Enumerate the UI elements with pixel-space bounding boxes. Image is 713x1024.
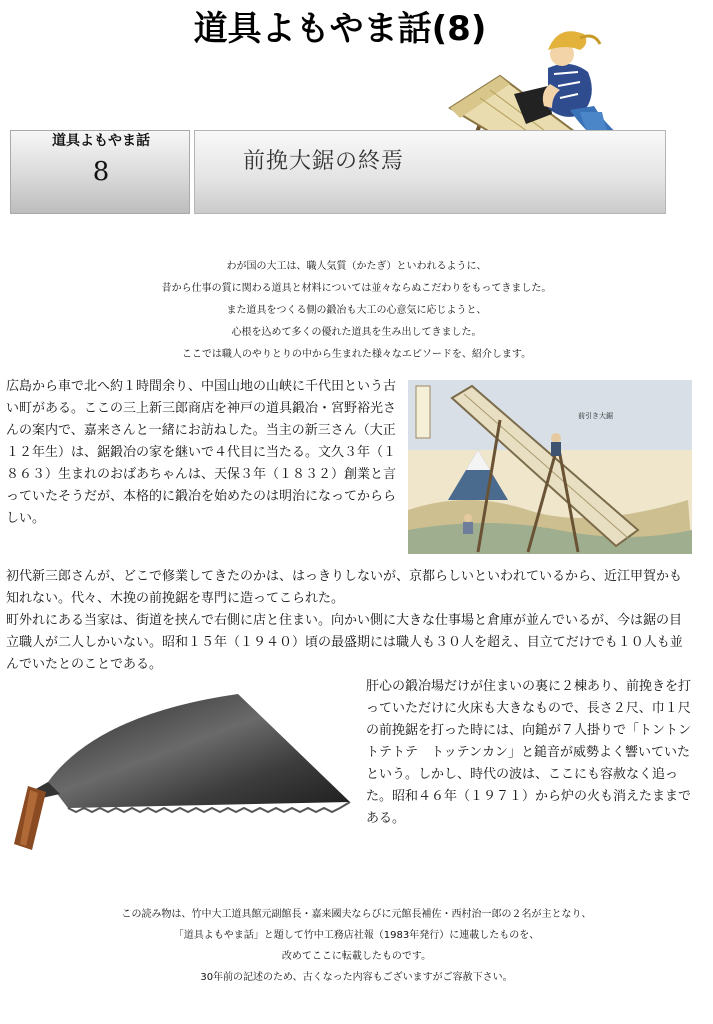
article-paragraph-2b: 町外れにある当家は、街道を挟んで右側に店と住まい。向かい側に大きな仕事場と倉庫が並んでいるが、今は鋸の目立職人が二人しかいない。昭和１５年（１９４０）頃の最盛期には職人も３０人を超え、目立てだけでも１０人も並んでいたとのことである。 (6, 613, 683, 672)
intro-line: ここでは職人のやりとりの中から生まれた様々なエピソードを、紹介します。 (181, 349, 532, 360)
footer-line: この読み物は、竹中大工道具館元副館長・嘉来國夫ならびに元館長補佐・西村治一郎の２名が主となり、 (121, 909, 592, 920)
page-title: 道具よもやま話(8) (193, 9, 487, 49)
hokusai-woodblock-print (408, 380, 692, 554)
intro-line: また道具をつくる側の鍛冶も大工の心意気に応じようと、 (226, 305, 487, 316)
intro-line: 心根を込めて多くの優れた道具を生み出してきました。 (231, 327, 482, 338)
article-paragraph-3: 肝心の鍛冶場だけが住まいの裏に２棟あり、前挽きを打っていただけに火床も大きなもので、長さ２尺、巾１尺の前挽鋸を打った時には、向鎚が７人掛りで「トントン トテトテ トッテンカン」と鎚音が威勢よく響いていたという。しかし、時代の波は、ここにも容赦なく追った。昭和４６年（１９７１）から炉の火も消えたままである。 (366, 679, 705, 826)
footer-line: 改めてここに転載したものです。 (281, 951, 432, 962)
article-paragraph-2a: 初代新三郎さんが、どこで修業してきたのかは、はっきりしないが、京都らしいといわれているから、近江甲賀かも知れない。代々、木挽の前挽鋸を専門に造ってこられた。 (6, 569, 683, 606)
footer-note (30, 904, 683, 988)
hokusai-caption: 前引き大鋸 (578, 412, 613, 420)
intro-text (40, 256, 673, 366)
article-paragraph-1: 広島から車で北へ約１時間余り、中国山地の山峡に千代田という古い町がある。ここの三上新三郎商店を神戸の道具鍛冶・宮野裕光さんの案内で、嘉来さんと一緒にお訪ねした。当主の新三さん（大正１２年生）は、鋸鍛冶の家を継いで４代目に当たる。文久３年（１８６３）生まれのおばあちゃんは、天保３年（１８３２）創業と言っていたそうだが、本格的に鍛冶を始めたのは明治になってかららしい。 (6, 379, 397, 526)
intro-line: わが国の大工は、職人気質（かたぎ）といわれるように、 (226, 261, 487, 272)
series-number: 8 (92, 157, 110, 187)
intro-line: 昔から仕事の質に関わる道具と材料については並々ならぬこだわりをもってきました。 (161, 283, 552, 294)
maebiki-saw-photo (8, 690, 354, 850)
footer-line: 「道具よもやま話」と題して竹中工務店社報（1983年発行）に連載したものを、 (173, 930, 540, 941)
heading-box (194, 130, 666, 214)
series-label: 道具よもやま話 (52, 133, 150, 149)
footer-line: 30年前の記述のため、古くなった内容もございますがご容赦下さい。 (200, 972, 513, 983)
article-paragraph-2 (6, 566, 692, 676)
article-heading: 前挽大鋸の終焉 (243, 149, 405, 174)
title-banner (10, 130, 666, 214)
series-box (10, 130, 190, 214)
